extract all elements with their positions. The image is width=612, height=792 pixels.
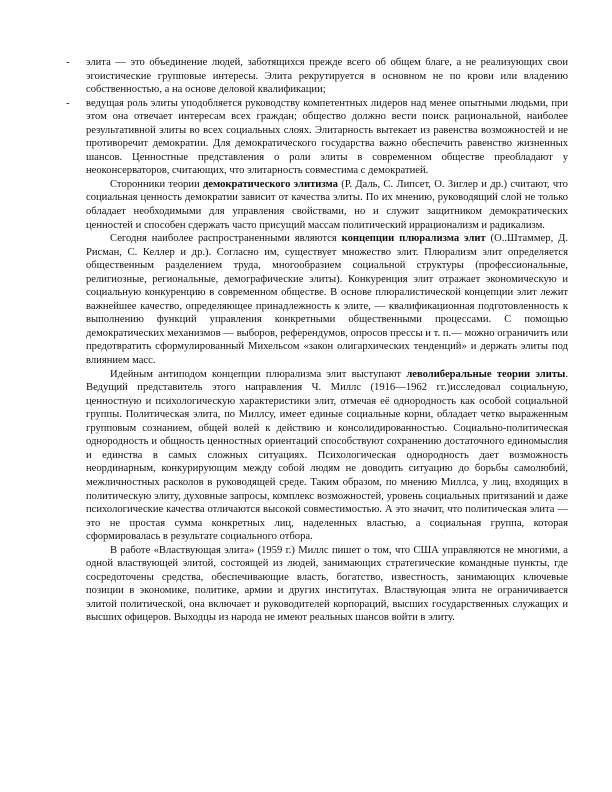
bold-term: концепции плюрализма элит [341,233,486,245]
bullet-dash: - [66,57,70,68]
paragraph-text: Сегодня наиболее распространенными являются [110,233,342,245]
paragraph-text: (О..Штаммер, Д. Рисман, С. Келлер и др.). Согласно им, существует множество элит. Плюрализм элит определяется общественным разделением труда, многообразием социальной структуры (профессиональные, религиозные, региональные, демографические элиты). Конкуренция элит отражает экономическую и социальную конкуренцию в современном обществе. В основе плюралистической концепции элит лежит важнейшее качество, определяющее принадлежность к элите, — квалификационная подготовленность к выполнению функций управления конкретными общественными процессами. С помощью демократических механизмов — выборов, референдумов, опросов прессы и т. п.— можно ограничить или предотвратить сформулированный Михельсом «закон олигархических тенденций» и держать элиты под влиянием масс. [86,233,569,367]
paragraph-democratic-elitism [86,178,568,232]
paragraph-text: . Ведущий представитель этого направления Ч. Миллс (1916—1962 гг.)исследовал социальную, ценностную и психологическую характеристики элит, отмечая её однородность как особой социальной группы. Политическая элита, по Миллсу, имеет единые социальные корни, обладает четко выраженным групповым сознанием, общей волей к действию и консолидированностью. Социально-политическая однородность и общность ценностных ориентаций способствуют сохранению достаточного единомыслия и единства в самых сложных ситуациях. Психологическая однородность дает возможность неординарным, конкурирующим между собой людям не доводить ситуацию до борьбы самолюбий, межличностных расколов в руководящей среде. Таким образом, по мнению Миллса, у лиц, входящих в политическую элиту, духовные запросы, комплекс возможностей, уровень социальных притязаний и даже психологические качества отличаются высокой совместимостью. А это значит, что политическая элита — это не простая сумма конкретных лиц, наделенных властью, а социальная группа, которая сформировалась в результате социального отбора. [86,368,568,543]
bullet-dash: - [66,97,70,109]
paragraph-text: В работе «Властвующая элита» (1959 г.) Миллс пишет о том, что США управляются не многими, а одной властвующей элитой, состоящей из людей, занимающих стратегические командные пункты, где сосредоточены средства, обеспечивающие власть, богатство, известность, занимающих ключевые позиции в экономике, политике, армии и других институтах. Властвующая элита не ограничивается элитой политической, она включает и руководителей корпораций, высших государственных служащих и высших офицеров. Выходцы из народа не имеют реальных шансов войти в элиту. [86,544,568,624]
bold-term: демократического элитизма [203,178,338,190]
bullet-item-elite-role [66,97,568,178]
paragraph-text: Сторонники теории [110,178,203,190]
paragraph-power-elite [86,544,568,625]
paragraph-elite-pluralism [86,232,568,367]
bullet-text: ведущая роль элиты уподобляется руководству компетентных лидеров над менее опытными людьми, при этом она отвечает интересам всех граждан; общество должно вести поиск рациональной, наиболее результативной элиты во всех социальных слоях. Элитарность вытекает из равенства возможностей и не противоречит демократии. Для демократического государства важно обеспечить равенство жизненных шансов. Ценностные представления о роли элиты в современном обществе преобладают у неоконсерваторов, считающих, что элитарность совместима с демократией. [86,97,568,177]
bold-term: леволиберальные теории элиты [406,368,566,380]
paragraph-text: Идейным антиподом концепции плюрализма элит выступают [110,368,407,380]
document-body [66,56,569,625]
bullet-text: элита — это объединение людей, заботящихся прежде всего об общем благе, а не реализующих свои эгоистические групповые интересы. Элита рекрутируется в основном не по крови или владению собственностью, а на основе деловой квалификации; [86,57,568,96]
paragraph-left-liberal-theories [86,368,568,544]
bullet-item-elite-definition [66,56,568,97]
paragraph-text: (Р. Даль, С. Липсет, О. Зиглер и др.) считают, что социальная ценность демократии зависит от качества элиты. По их мнению, руководящий слой не только обладает необходимыми для управления свойствами, но и служит защитником демократических ценностей и способен сдержать часто присущий массам политический иррационализм и радикализм. [86,178,568,231]
